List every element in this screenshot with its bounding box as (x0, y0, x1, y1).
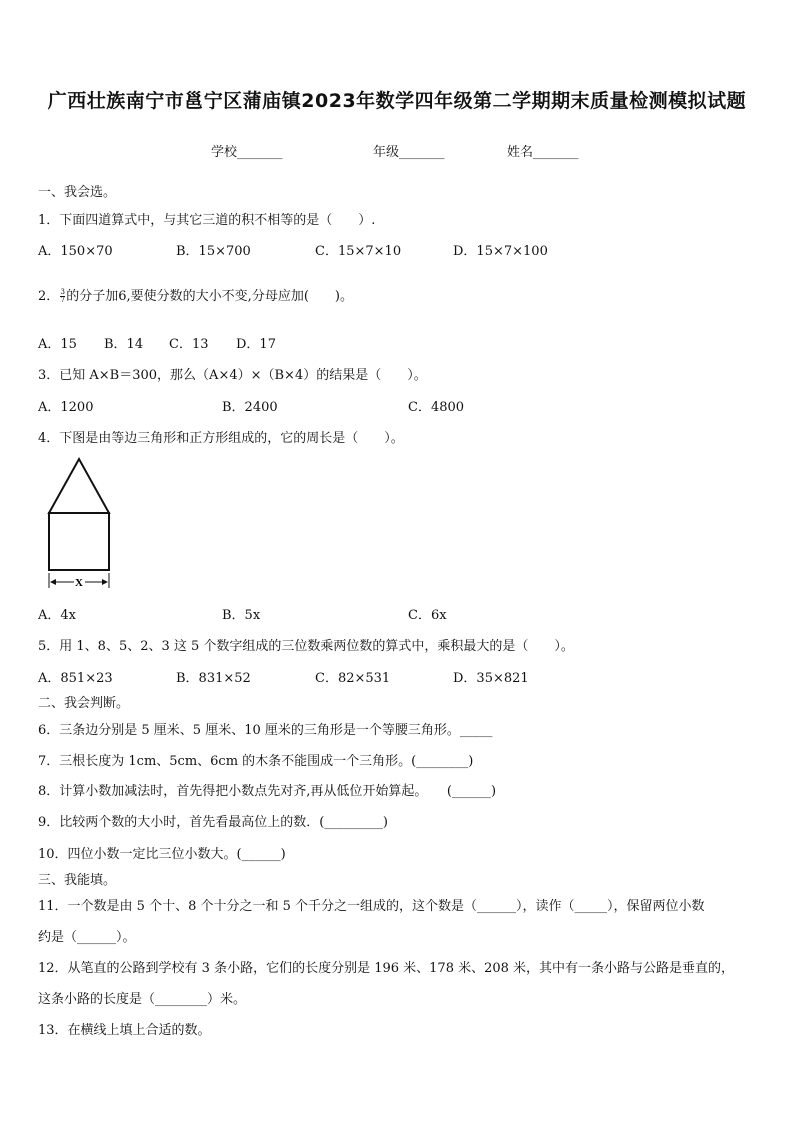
q2-fraction (60, 289, 65, 304)
equilateral-triangle (49, 459, 109, 513)
question-2 (38, 285, 353, 304)
question-7: 7．三根长度为 1cm、5cm、6cm 的木条不能围成一个三角形。(________) (38, 754, 474, 769)
page-title: 广西壮族南宁市邕宁区蒲庙镇2023年数学四年级第二学期期末质量检测模拟试题 (47, 90, 747, 112)
grade-field: 年级_______ (373, 145, 445, 160)
q5-option-d: D．35×821 (453, 671, 529, 686)
q3-option-c: C．4800 (408, 400, 465, 415)
section-heading-choose: 一、我会选。 (38, 185, 117, 200)
question-11-line-2: 约是（______）。 (38, 930, 136, 945)
arrow-left-icon (50, 579, 56, 585)
name-field: 姓名_______ (507, 145, 579, 160)
question-5: 5．用 1、8、5、2、3 这 5 个数字组成的三位数乘两位数的算式中，乘积最大的是（ ）。 (38, 639, 574, 654)
q4-option-c: C．6x (408, 608, 447, 623)
q3-option-a: A．1200 (38, 400, 94, 415)
question-1: 1．下面四道算式中，与其它三道的积不相等的是（ ）. (38, 213, 376, 228)
triangle-square-figure (40, 455, 120, 595)
q4-option-a: A．4x (38, 608, 76, 623)
question-12-line-2: 这条小路的长度是（________）米。 (38, 992, 247, 1007)
q2-option-b: B．14 (104, 337, 144, 352)
q4-option-b: B．5x (222, 608, 261, 623)
arrow-right-icon (102, 579, 108, 585)
q2-option-c: C．13 (169, 337, 209, 352)
question-3: 3．已知 A×B＝300，那么（A×4）×（B×4）的结果是（ ）。 (38, 368, 427, 383)
q2-option-a: A．15 (38, 337, 77, 352)
question-11-line-1: 11．一个数是由 5 个十、8 个十分之一和 5 个千分之一组成的，这个数是（______），读作（_____），保留两位小数 (38, 899, 705, 914)
q5-option-a: A．851×23 (38, 671, 113, 686)
dimension-label: X (75, 577, 83, 589)
q1-option-b: B．15×700 (176, 244, 251, 259)
fraction-numerator: 3 (60, 288, 66, 296)
q3-option-b: B．2400 (222, 400, 278, 415)
q1-option-d: D．15×7×100 (453, 244, 548, 259)
section-heading-fill: 三、我能填。 (38, 873, 117, 888)
fraction-denominator: 7 (60, 296, 66, 304)
q2-text: 的分子加6,要使分数的大小不变,分母应加( )。 (66, 289, 353, 304)
square (49, 513, 109, 570)
question-4: 4．下图是由等边三角形和正方形组成的，它的周长是（ ）。 (38, 431, 404, 446)
section-heading-judge: 二、我会判断。 (38, 696, 130, 711)
question-10: 10．四位小数一定比三位小数大。(______) (38, 847, 286, 862)
q5-option-b: B．831×52 (176, 671, 251, 686)
q1-option-a: A．150×70 (38, 244, 113, 259)
question-13: 13．在横线上填上合适的数。 (38, 1023, 211, 1038)
q2-number: 2． (38, 289, 60, 304)
q5-option-c: C．82×531 (315, 671, 391, 686)
q2-option-d: D．17 (236, 337, 276, 352)
question-8: 8．计算小数加减法时，首先得把小数点先对齐,再从低位开始算起。 (______) (38, 784, 497, 799)
school-field: 学校_______ (211, 145, 283, 160)
question-9: 9．比较两个数的大小时，首先看最高位上的数．(_________) (38, 815, 388, 830)
question-12-line-1: 12．从笔直的公路到学校有 3 条小路，它们的长度分别是 196 米、178 米、208 米，其中有一条小路与公路是垂直的， (38, 961, 735, 976)
question-6: 6．三条边分别是 5 厘米、5 厘米、10 厘米的三角形是一个等腰三角形。_____ (38, 723, 493, 738)
q1-option-c: C．15×7×10 (315, 244, 402, 259)
